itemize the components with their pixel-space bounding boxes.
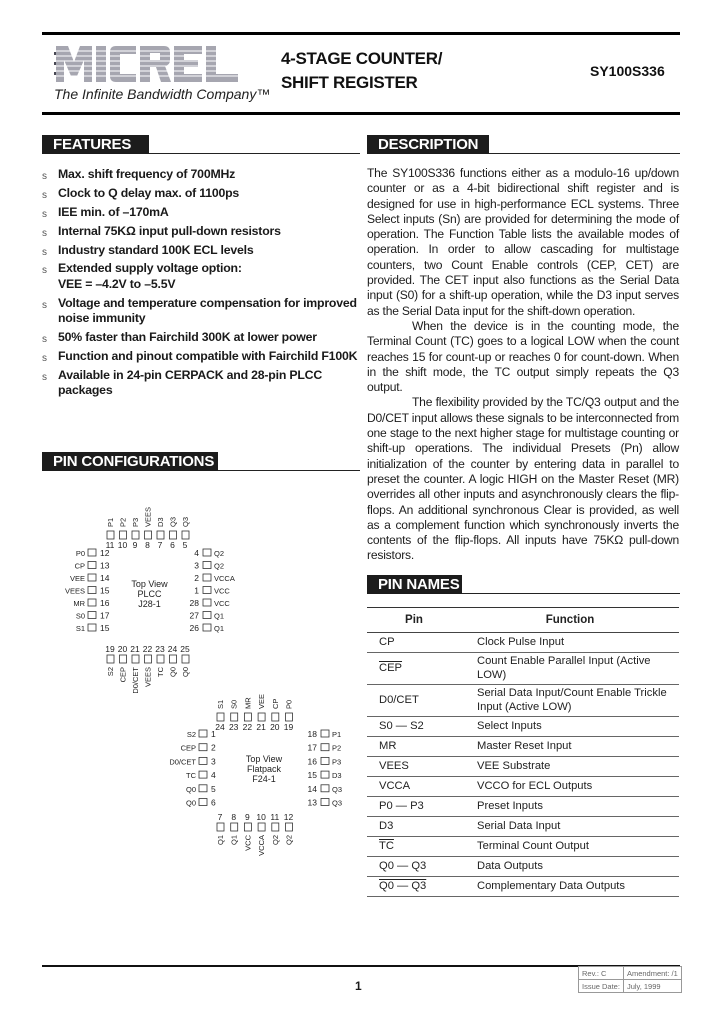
flatpack-pin-label: MR bbox=[243, 697, 253, 709]
plcc-pin-box bbox=[203, 562, 211, 569]
flatpack-pin-number: 23 bbox=[228, 722, 239, 732]
plcc-pin-box bbox=[170, 531, 177, 539]
plcc-pin-number: 6 bbox=[170, 540, 175, 550]
plcc-pin-label: TC bbox=[156, 667, 165, 677]
plcc-pin-box bbox=[88, 624, 96, 631]
table-row bbox=[367, 777, 679, 797]
flatpack-pin-label: VCCA bbox=[257, 835, 267, 856]
flatpack-pin-label: Q0 bbox=[185, 798, 196, 808]
flatpack-pin-number: 19 bbox=[283, 722, 294, 732]
flatpack-pin-label: P0 bbox=[284, 699, 294, 709]
plcc-pin-number: 16 bbox=[100, 598, 110, 608]
plcc-pin-box bbox=[88, 599, 96, 606]
feature-item: s 50% faster than Fairchild 300K at lower power bbox=[42, 330, 360, 345]
function-cell: Serial Data Input/Count Enable Trickle Input (Active LOW) bbox=[461, 685, 679, 717]
plcc-pin-label: P3 bbox=[131, 517, 140, 527]
plcc-pin-box bbox=[120, 531, 127, 539]
flatpack-pin-label: VEE bbox=[257, 693, 267, 709]
plcc-pin-number: 13 bbox=[100, 560, 110, 571]
title-line-1: 4-STAGE COUNTER/ bbox=[281, 49, 443, 68]
plcc-pin-label: VEES bbox=[143, 506, 153, 527]
bullet-glyph: s bbox=[42, 299, 47, 311]
flatpack-pin-box bbox=[231, 713, 238, 721]
flatpack-pin-label: P2 bbox=[332, 743, 342, 753]
plcc-pin-label: P0 bbox=[75, 549, 85, 558]
plcc-pin-number: 4 bbox=[194, 548, 199, 558]
bullet-glyph: s bbox=[42, 171, 47, 182]
flatpack-pin-label: Q1 bbox=[216, 835, 225, 846]
table-row bbox=[367, 685, 679, 717]
plcc-pin-box bbox=[203, 612, 211, 619]
plcc-pin-label: S0 bbox=[75, 611, 85, 621]
flatpack-pin-box bbox=[286, 823, 293, 831]
flatpack-pin-box bbox=[217, 713, 224, 721]
bullet-glyph: s bbox=[42, 333, 47, 345]
features-heading-rule bbox=[149, 153, 360, 154]
plcc-pin-label: VCC bbox=[214, 586, 230, 596]
features-heading: FEATURES bbox=[42, 135, 149, 154]
pin-cell: VCCA bbox=[367, 777, 461, 797]
flatpack-pin-number: 12 bbox=[283, 812, 294, 822]
pin-cell: D0/CET bbox=[367, 685, 461, 717]
plcc-pin-label: CP bbox=[74, 561, 85, 571]
feature-item: s Available in 24-pin CERPACK and 28-pin PLCC packages bbox=[42, 367, 323, 397]
plcc-pin-box bbox=[88, 549, 96, 556]
table-row bbox=[367, 857, 679, 877]
plcc-pin-number: 21 bbox=[130, 644, 140, 654]
pin-cell: P0 — P3 bbox=[367, 797, 461, 817]
feature-item: s Extended supply voltage option: VEE = –4.2V to –5.5V bbox=[42, 261, 242, 291]
pin-cell: $\overline{CEP}$ bbox=[367, 653, 461, 685]
feature-item: s Voltage and temperature compensation for improved noise immunity bbox=[42, 295, 357, 325]
description-heading-rule bbox=[489, 153, 680, 154]
flatpack-pin-number: 4 bbox=[211, 770, 216, 781]
flatpack-pin-box bbox=[199, 799, 207, 806]
flatpack-pin-number: 20 bbox=[270, 722, 280, 732]
function-cell: Preset Inputs bbox=[461, 797, 679, 817]
bullet-glyph: s bbox=[42, 371, 47, 383]
feature-item: s Clock to Q delay max. of 1100ps bbox=[42, 186, 360, 201]
flatpack-pin-number: 22 bbox=[242, 722, 253, 732]
plcc-pin-number: 17 bbox=[100, 610, 110, 621]
plcc-code-label: J28-1 bbox=[138, 599, 161, 609]
flatpack-pin-box bbox=[272, 823, 279, 831]
plcc-pin-box bbox=[170, 655, 177, 663]
pin-cell: S0 — S2 bbox=[367, 717, 461, 737]
flatpack-pin-box bbox=[199, 771, 207, 778]
flatpack-pin-number: 2 bbox=[211, 742, 216, 753]
flatpack-pin-box bbox=[258, 713, 265, 721]
bullet-glyph: s bbox=[42, 352, 47, 364]
table-row bbox=[367, 653, 679, 685]
plcc-pin-number: 20 bbox=[117, 644, 128, 654]
plcc-pin-number: 14 bbox=[100, 573, 110, 583]
flatpack-type-label: Flatpack bbox=[246, 764, 282, 774]
pin-cell: $\overline{TC}$ bbox=[367, 837, 461, 857]
plcc-pin-box bbox=[157, 655, 164, 663]
plcc-pin-number: 24 bbox=[167, 644, 178, 654]
flatpack-view-label: Top View bbox=[245, 754, 283, 764]
plcc-view-label: Top View bbox=[131, 579, 168, 589]
flatpack-pin-number: 6 bbox=[211, 797, 216, 808]
flatpack-pin-number: 18 bbox=[307, 729, 317, 739]
flatpack-pin-number: 5 bbox=[211, 783, 216, 794]
function-cell: VCCO for ECL Outputs bbox=[461, 777, 679, 797]
flatpack-pin-box bbox=[199, 730, 207, 737]
flatpack-pin-box bbox=[321, 771, 329, 778]
plcc-pin-label: P1 bbox=[106, 517, 115, 527]
plcc-pin-box bbox=[88, 562, 96, 569]
company-tagline: The Infinite Bandwidth Company™ bbox=[54, 86, 271, 102]
plcc-pin-label: CEP bbox=[118, 667, 128, 683]
flatpack-pin-box bbox=[321, 744, 329, 751]
pin-names-table bbox=[367, 607, 679, 897]
plcc-pin-box bbox=[203, 624, 211, 631]
flatpack-pin-box bbox=[244, 713, 251, 721]
bullet-glyph: s bbox=[42, 246, 47, 258]
plcc-pin-label: S1 bbox=[75, 624, 85, 633]
pin-cell: VEES bbox=[367, 757, 461, 777]
flatpack-pin-label: Q1 bbox=[229, 835, 239, 846]
plcc-pin-box bbox=[145, 655, 152, 663]
plcc-pin-number: 8 bbox=[145, 540, 150, 550]
plcc-pin-number: 28 bbox=[189, 598, 199, 608]
title-line-2: SHIFT REGISTER bbox=[281, 73, 418, 92]
pin-names-heading: PIN NAMES bbox=[367, 575, 462, 594]
flatpack-pin-label: Q3 bbox=[332, 798, 343, 808]
plcc-pin-number: 25 bbox=[180, 644, 190, 654]
flatpack-pin-label: P3 bbox=[332, 757, 342, 767]
plcc-pin-label: Q3 bbox=[168, 516, 178, 527]
pin-cell: CP bbox=[367, 633, 461, 653]
amendment-label: Amendment: /1 bbox=[623, 967, 681, 980]
function-cell: Master Reset Input bbox=[461, 737, 679, 757]
function-cell: Count Enable Parallel Input (Active LOW) bbox=[461, 653, 679, 685]
plcc-pin-box bbox=[88, 612, 96, 619]
pin-cell: Q0 — Q3 bbox=[367, 877, 461, 897]
micrel-logo bbox=[54, 40, 244, 84]
plcc-pin-box bbox=[120, 655, 127, 663]
flatpack-pin-number: 9 bbox=[245, 812, 250, 822]
function-cell: Complementary Data Outputs bbox=[461, 877, 679, 897]
bullet-glyph: s bbox=[42, 227, 47, 239]
flatpack-pin-number: 7 bbox=[217, 812, 223, 822]
plcc-pin-label: Q2 bbox=[214, 561, 225, 571]
plcc-pin-number: 12 bbox=[100, 548, 110, 558]
pin-configuration-diagrams bbox=[40, 478, 370, 888]
feature-item: s Industry standard 100K ECL levels bbox=[42, 243, 360, 258]
bullet-glyph: s bbox=[42, 265, 47, 277]
features-list bbox=[42, 167, 360, 402]
pin-column-header: Pin bbox=[367, 608, 461, 633]
document-title bbox=[281, 47, 442, 95]
plcc-pin-label: Q2 bbox=[214, 549, 225, 558]
feature-subline: VEE = –4.2V to –5.5V bbox=[58, 276, 176, 291]
plcc-pin-number: 15 bbox=[100, 585, 110, 596]
flatpack-pin-box bbox=[199, 744, 207, 751]
flatpack-pin-label: P1 bbox=[332, 730, 342, 739]
flatpack-pin-label: Q3 bbox=[332, 784, 343, 794]
plcc-pin-box bbox=[157, 531, 164, 539]
pin-names-heading-rule bbox=[462, 593, 680, 594]
plcc-pin-number: 10 bbox=[117, 540, 128, 550]
plcc-pin-box bbox=[88, 587, 96, 594]
plcc-pin-label: Q3 bbox=[181, 516, 190, 527]
feature-item: s Function and pinout compatible with Fairchild F100K bbox=[42, 349, 360, 364]
plcc-pin-label: Q1 bbox=[214, 624, 225, 633]
issue-date-value: July, 1999 bbox=[623, 980, 681, 993]
flatpack-pin-label: Q2 bbox=[270, 835, 280, 846]
flatpack-pin-box bbox=[258, 823, 265, 831]
plcc-pin-box bbox=[203, 587, 211, 594]
table-row bbox=[367, 837, 679, 857]
plcc-pin-label: VEES bbox=[64, 586, 85, 596]
function-cell: Serial Data Input bbox=[461, 817, 679, 837]
plcc-pin-number: 11 bbox=[105, 540, 115, 550]
flatpack-pin-label: Q0 bbox=[185, 784, 196, 794]
flatpack-pin-number: 24 bbox=[215, 722, 225, 732]
pin-cell: D3 bbox=[367, 817, 461, 837]
flatpack-pin-box bbox=[199, 757, 207, 764]
flatpack-pin-box bbox=[321, 730, 329, 737]
pin-config-heading: PIN CONFIGURATIONS bbox=[42, 452, 218, 471]
flatpack-pin-label: TC bbox=[186, 771, 196, 781]
description-paragraph-3: The flexibility provided by the TC/Q3 output and the D0/CET input allows these signals to be interconnected from one stage to the next higher stage for multistage counting or shift-up operations. The individual Presets (Pn) allow initialization of the counter by entering data in parallel to preset the counter. A logic HIGH on the Master Reset (MR) overrides all other inputs and asynchronously clears the flip-flops. An additional synchronous Clear is provided, as well as a complement function which synchronously inverts the contents of the flip-flops. All inputs have 75KΩ pull-down resistors. bbox=[367, 395, 679, 563]
plcc-pin-label: VCC bbox=[214, 599, 230, 608]
plcc-pin-label: Q0 bbox=[168, 667, 178, 678]
feature-item: s Max. shift frequency of 700MHz bbox=[42, 167, 360, 182]
flatpack-pin-box bbox=[231, 823, 238, 831]
bullet-glyph: s bbox=[42, 208, 47, 220]
description-body bbox=[367, 166, 679, 564]
plcc-pin-number: 1 bbox=[194, 585, 199, 596]
flatpack-pin-box bbox=[272, 713, 279, 721]
revision-label: Rev.: C bbox=[579, 967, 624, 980]
table-row bbox=[367, 717, 679, 737]
plcc-pin-label: VEE bbox=[69, 574, 85, 583]
plcc-pin-label: D0/CET bbox=[131, 667, 140, 694]
plcc-pin-label: VEES bbox=[143, 667, 153, 688]
plcc-type-label: PLCC bbox=[137, 589, 162, 599]
flatpack-pin-box bbox=[199, 785, 207, 792]
flatpack-pin-box bbox=[321, 757, 329, 764]
plcc-pin-label: S2 bbox=[106, 667, 115, 677]
table-row bbox=[367, 817, 679, 837]
flatpack-pin-number: 10 bbox=[256, 812, 266, 822]
feature-item: s IEE min. of –170mA bbox=[42, 205, 360, 220]
plcc-pin-number: 23 bbox=[155, 644, 165, 654]
plcc-pin-label: MR bbox=[73, 599, 85, 608]
flatpack-pin-box bbox=[286, 713, 293, 721]
flatpack-pin-number: 3 bbox=[211, 756, 216, 767]
bullet-glyph: s bbox=[42, 189, 47, 201]
function-cell: VEE Substrate bbox=[461, 757, 679, 777]
flatpack-pin-label: D3 bbox=[332, 771, 342, 781]
plcc-pin-label: VCCA bbox=[214, 574, 235, 583]
plcc-pin-box bbox=[132, 655, 139, 663]
flatpack-pin-number: 1 bbox=[211, 729, 216, 739]
flatpack-pin-number: 14 bbox=[307, 783, 317, 794]
plcc-pin-box bbox=[132, 531, 139, 539]
function-column-header: Function bbox=[461, 608, 679, 633]
plcc-pin-box bbox=[203, 549, 211, 556]
plcc-pin-number: 3 bbox=[194, 560, 199, 571]
plcc-pin-label: D3 bbox=[156, 517, 165, 527]
pin-cell: MR bbox=[367, 737, 461, 757]
flatpack-pin-number: 17 bbox=[307, 742, 317, 753]
flatpack-pin-number: 8 bbox=[231, 812, 237, 822]
description-paragraph-1: The SY100S336 functions either as a modulo-16 up/down counter or as a 4-bit bidirectional shift register and is designed for use in high-performance ECL systems. Three Select inputs (Sn) are provided for determining the mode of operation. The Function Table lists the available modes of operation. In order to allow cascading for multistage counters, two Count Enable controls (CEP, CET) are provided. The CET input also functions as the Serial Data input (S0) for a shift-up operation, while the D3 input serves as the Serial Data input for the shift-down operation. bbox=[367, 166, 679, 318]
plcc-pin-number: 26 bbox=[189, 623, 199, 633]
flatpack-pin-number: 15 bbox=[307, 770, 317, 781]
flatpack-pin-label: CP bbox=[270, 698, 280, 709]
top-rule bbox=[42, 32, 680, 35]
plcc-pin-number: 22 bbox=[142, 644, 153, 654]
flatpack-code-label: F24-1 bbox=[252, 774, 276, 784]
plcc-pin-box bbox=[203, 599, 211, 606]
feature-item: s Internal 75KΩ input pull-down resistors bbox=[42, 224, 360, 239]
revision-box bbox=[578, 966, 682, 993]
flatpack-pin-label: S0 bbox=[229, 699, 239, 709]
flatpack-pin-label: Q2 bbox=[284, 835, 294, 846]
description-paragraph-2: When the device is in the counting mode, the Terminal Count (TC) goes to a logical LOW when the count reaches 15 for count-up or reaches 0 for count-down. When in the shift mode, the TC output simply repeats the Q3 output. bbox=[367, 318, 679, 395]
flatpack-pin-number: 11 bbox=[270, 812, 280, 822]
flatpack-pin-box bbox=[321, 799, 329, 806]
function-cell: Select Inputs bbox=[461, 717, 679, 737]
plcc-pin-box bbox=[182, 655, 189, 663]
function-cell: Terminal Count Output bbox=[461, 837, 679, 857]
plcc-pin-number: 2 bbox=[194, 573, 199, 583]
page-number: 1 bbox=[355, 979, 362, 993]
flatpack-pin-box bbox=[217, 823, 224, 831]
flatpack-pin-number: 21 bbox=[256, 722, 266, 732]
plcc-pin-box bbox=[145, 531, 152, 539]
flatpack-pin-number: 16 bbox=[307, 756, 317, 767]
function-cell: Clock Pulse Input bbox=[461, 633, 679, 653]
pin-cell: Q0 — Q3 bbox=[367, 857, 461, 877]
pin-config-heading-rule bbox=[218, 470, 360, 471]
flatpack-pin-number: 13 bbox=[307, 797, 317, 808]
plcc-pin-number: 7 bbox=[157, 540, 163, 550]
plcc-pin-label: P2 bbox=[118, 517, 128, 527]
plcc-pin-number: 27 bbox=[189, 610, 199, 621]
description-heading: DESCRIPTION bbox=[367, 135, 489, 154]
table-row bbox=[367, 737, 679, 757]
plcc-pin-box bbox=[107, 531, 114, 539]
table-row bbox=[367, 877, 679, 897]
plcc-pin-box bbox=[88, 574, 96, 581]
header-bottom-rule bbox=[42, 112, 680, 115]
plcc-pin-label: Q1 bbox=[214, 611, 225, 621]
plcc-pin-box bbox=[107, 655, 114, 663]
table-row bbox=[367, 633, 679, 653]
flatpack-pin-label: S2 bbox=[186, 730, 196, 739]
plcc-pin-label: Q0 bbox=[181, 667, 190, 678]
issue-date-label: Issue Date: bbox=[579, 980, 624, 993]
flatpack-pin-box bbox=[244, 823, 251, 831]
flatpack-pin-label: CEP bbox=[180, 743, 196, 753]
plcc-pin-number: 5 bbox=[182, 540, 188, 550]
plcc-pin-number: 9 bbox=[132, 540, 138, 550]
plcc-pin-number: 15 bbox=[100, 623, 110, 633]
flatpack-pin-label: S1 bbox=[216, 699, 225, 709]
flatpack-pin-label: VCC bbox=[243, 835, 253, 851]
part-number: SY100S336 bbox=[590, 63, 665, 79]
table-row bbox=[367, 757, 679, 777]
flatpack-pin-label: D0/CET bbox=[169, 757, 196, 767]
flatpack-pin-box bbox=[321, 785, 329, 792]
plcc-pin-box bbox=[203, 574, 211, 581]
table-row bbox=[367, 797, 679, 817]
plcc-pin-number: 19 bbox=[105, 644, 115, 654]
plcc-pin-box bbox=[182, 531, 189, 539]
function-cell: Data Outputs bbox=[461, 857, 679, 877]
